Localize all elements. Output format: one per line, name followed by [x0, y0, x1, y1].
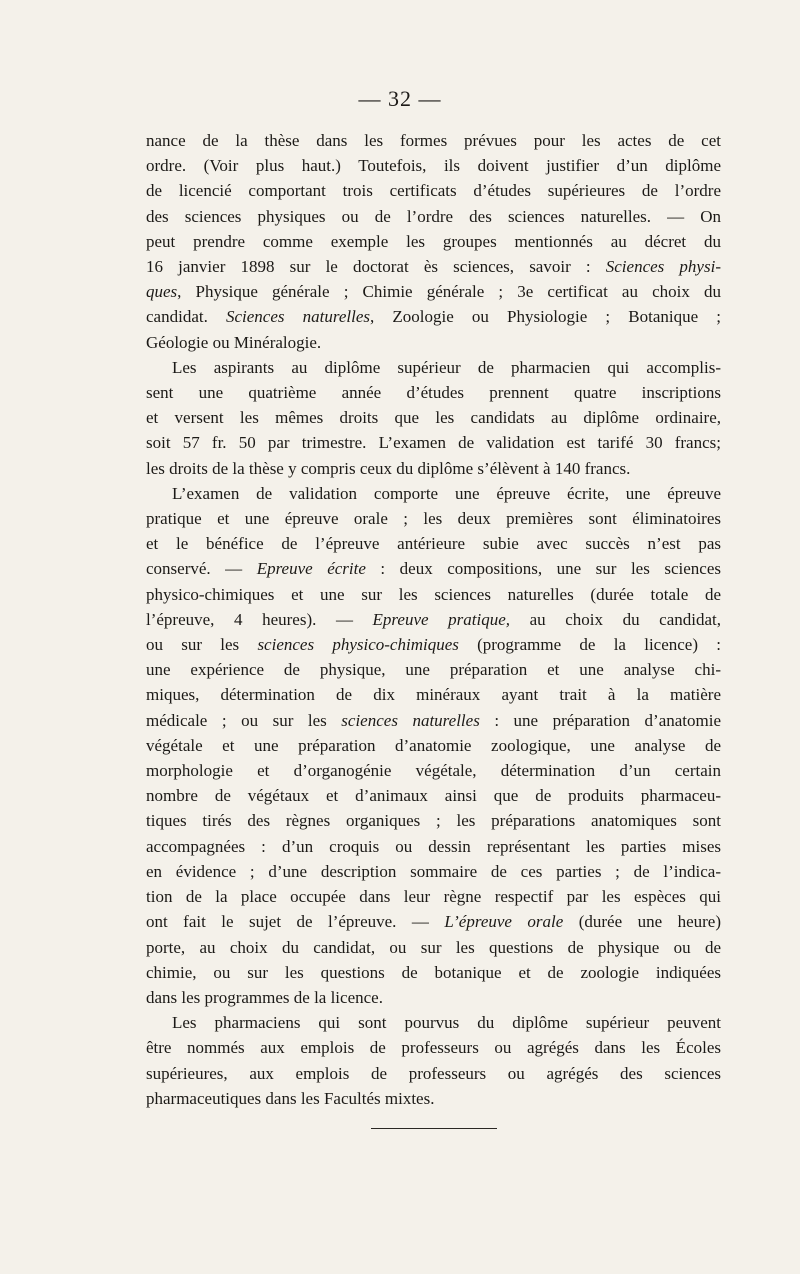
text-segment: , Physique générale ; Chimie générale ; 3e certificat au choix du: [177, 282, 721, 302]
text-segment: peut prendre comme exemple les groupes mentionnés au décret du: [146, 231, 721, 251]
text-segment: : une préparation d’anatomie: [479, 710, 721, 730]
text-segment: sent une quatrième année d’études prennent quatre inscriptions: [146, 383, 721, 403]
text-segment: , Zoologie ou Physiologie ; Botanique ;: [369, 307, 721, 327]
text-line: [146, 582, 721, 607]
text-line: [146, 758, 721, 783]
text-line: [146, 456, 721, 481]
text-segment: (programme de la licence) :: [458, 635, 721, 655]
italic-text: Epreuve pratique,: [372, 609, 510, 629]
text-segment: au choix du candidat,: [510, 609, 721, 629]
text-line: [146, 708, 721, 733]
italic-text: ques: [146, 282, 178, 302]
text-segment: être nommés aux emplois de professeurs ou agrégés dans les Écoles: [146, 1038, 721, 1058]
text-segment: Les aspirants au diplôme supérieur de pharmacien qui accomplis-: [172, 357, 721, 377]
text-segment: chimie, ou sur les questions de botanique et de zoologie indiquées: [146, 962, 721, 982]
text-segment: Les pharmaciens qui sont pourvus du diplôme supérieur peuvent: [172, 1013, 721, 1033]
text-line: [146, 935, 721, 960]
text-line: [146, 607, 721, 632]
text-line: [146, 632, 721, 657]
text-line: [146, 531, 721, 556]
text-line: [146, 884, 721, 909]
text-segment: morphologie et d’organogénie végétale, détermination d’un certain: [146, 761, 721, 781]
italic-text: sciences physico-chimiques: [257, 635, 459, 655]
text-segment: l’épreuve, 4 heures). —: [146, 609, 373, 629]
text-segment: ou sur les: [146, 635, 258, 655]
text-segment: (durée une heure): [563, 912, 721, 932]
text-line: [146, 808, 721, 833]
text-segment: pharmaceutiques dans les Facultés mixtes.: [146, 1088, 435, 1108]
text-line: [146, 859, 721, 884]
text-segment: porte, au choix du candidat, ou sur les questions de physique ou de: [146, 937, 721, 957]
text-line: [146, 178, 721, 203]
text-line: [146, 229, 721, 254]
text-line: [146, 985, 721, 1010]
text-segment: en évidence ; d’une description sommaire de ces parties ; de l’indica-: [146, 861, 721, 881]
text-line: [146, 960, 721, 985]
text-line: [146, 153, 721, 178]
text-line: [146, 783, 721, 808]
end-rule: [371, 1128, 497, 1129]
text-segment: ordre. (Voir plus haut.) Toutefois, ils doivent justifier d’un diplôme: [146, 156, 721, 176]
text-segment: supérieures, aux emplois de professeurs ou agrégés des sciences: [146, 1063, 721, 1083]
italic-text: Sciences physi-: [605, 257, 721, 277]
text-line: [146, 405, 721, 430]
text-line: [146, 254, 721, 279]
italic-text: Epreuve écrite: [256, 559, 366, 579]
text-segment: des sciences physiques ou de l’ordre des sciences naturelles. — On: [146, 206, 721, 226]
text-segment: physico-chimiques et une sur les sciences naturelles (durée totale de: [146, 584, 721, 604]
text-segment: ont fait le sujet de l’épreuve. —: [146, 912, 445, 932]
text-segment: candidat.: [146, 307, 226, 327]
text-segment: Géologie ou Minéralogie.: [146, 332, 322, 352]
text-line: [146, 330, 721, 355]
text-segment: de licencié comportant trois certificats d’études supérieures de l’ordre: [146, 181, 721, 201]
text-line: [146, 506, 721, 531]
paragraph: [146, 355, 721, 481]
text-line: [146, 380, 721, 405]
text-segment: et le bénéfice de l’épreuve antérieure subie avec succès n’est pas: [146, 534, 721, 554]
text-segment: nance de la thèse dans les formes prévues pour les actes de cet: [146, 131, 721, 150]
text-segment: une expérience de physique, une préparation et une analyse chi-: [146, 660, 721, 680]
text-segment: nombre de végétaux et d’animaux ainsi que de produits pharmaceu-: [146, 786, 721, 806]
text-line: [146, 1061, 721, 1086]
text-line: [146, 733, 721, 758]
body-text: [146, 128, 721, 1111]
text-segment: accompagnées : d’un croquis ou dessin représentant les parties mises: [146, 836, 721, 856]
text-line: [146, 481, 721, 506]
text-segment: et versent les mêmes droits que les candidats au diplôme ordinaire,: [146, 408, 721, 428]
text-line: [146, 834, 721, 859]
italic-text: sciences naturelles: [341, 710, 480, 730]
text-line: [146, 304, 721, 329]
text-line: [146, 430, 721, 455]
text-segment: : deux compositions, une sur les sciences: [365, 559, 721, 579]
text-segment: 16 janvier 1898 sur le doctorat ès sciences, savoir :: [146, 257, 606, 277]
text-line: [146, 657, 721, 682]
paragraph: [146, 481, 721, 1010]
text-line: [146, 279, 721, 304]
text-segment: médicale ; ou sur les: [146, 710, 342, 730]
text-line: [146, 682, 721, 707]
text-line: [146, 204, 721, 229]
text-line: [146, 556, 721, 581]
text-segment: L’examen de validation comporte une épreuve écrite, une épreuve: [172, 483, 721, 503]
italic-text: L’épreuve orale: [444, 912, 564, 932]
page-number: — 32 —: [358, 86, 442, 111]
text-segment: conservé. —: [146, 559, 257, 579]
text-segment: dans les programmes de la licence.: [146, 987, 383, 1007]
text-line: [146, 909, 721, 934]
text-segment: tiques tirés des règnes organiques ; les préparations anatomiques sont: [146, 811, 721, 831]
text-segment: miques, détermination de dix minéraux ayant trait à la matière: [146, 685, 721, 705]
text-segment: pratique et une épreuve orale ; les deux premières sont éliminatoires: [146, 509, 721, 529]
text-line: [146, 1010, 721, 1035]
text-segment: tion de la place occupée dans leur règne respectif par les espèces qui: [146, 887, 721, 907]
text-segment: les droits de la thèse y compris ceux du diplôme s’élèvent à 140 francs.: [146, 458, 631, 478]
text-line: [146, 128, 721, 153]
text-line: [146, 1035, 721, 1060]
paragraph: [146, 128, 721, 355]
italic-text: Sciences naturelles: [225, 307, 370, 327]
text-line: [146, 1086, 721, 1111]
paragraph: [146, 1010, 721, 1111]
text-line: [146, 355, 721, 380]
text-segment: soit 57 fr. 50 par trimestre. L’examen de validation est tarifé 30 francs;: [146, 433, 721, 453]
text-segment: végétale et une préparation d’anatomie zoologique, une analyse de: [146, 735, 721, 755]
